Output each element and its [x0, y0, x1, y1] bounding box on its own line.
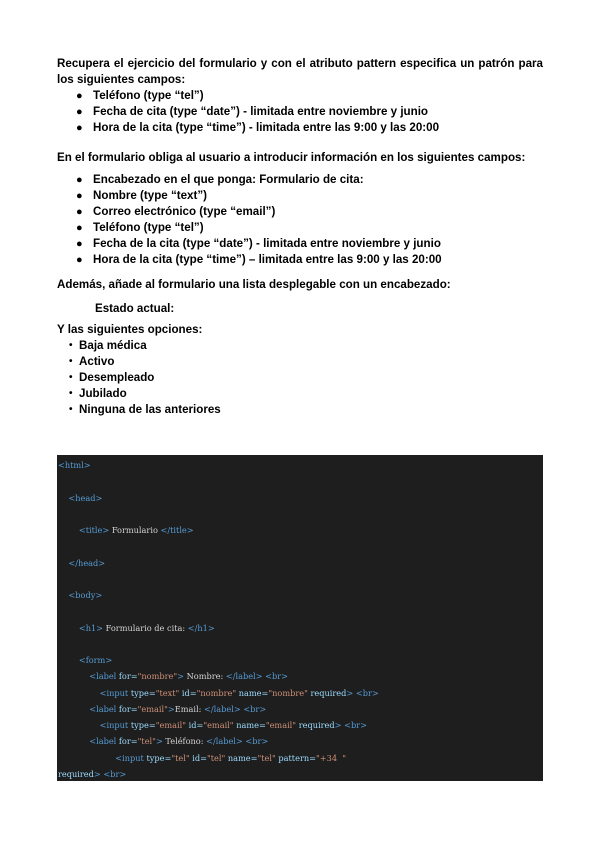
code-token: Formulario: [109, 525, 161, 535]
code-token: <body>: [68, 590, 103, 600]
code-token: <title>: [78, 525, 110, 535]
code-token: "email": [137, 703, 168, 714]
code-token: <head>: [68, 492, 103, 503]
code-token: "email": [203, 720, 234, 730]
code-token: name=: [227, 752, 258, 763]
bullet-icon: ●: [76, 254, 83, 266]
code-line: [58, 460, 91, 470]
code-token: "email": [265, 720, 297, 730]
code-token: <html>: [58, 460, 91, 470]
code-token: >: [167, 703, 175, 714]
list-item: ● Correo electrónico (type “email”): [76, 205, 276, 218]
code-token: required: [310, 687, 347, 698]
code-token: name=: [236, 720, 266, 730]
code-line: [58, 704, 266, 714]
bullet-icon: ●: [76, 90, 83, 102]
code-token: <label: [89, 671, 119, 682]
pattern-field-list: [57, 88, 543, 136]
code-token: id=: [192, 752, 207, 763]
code-token: >: [346, 687, 354, 698]
code-line: [58, 655, 112, 665]
code-token: "text": [155, 687, 180, 698]
code-token: >: [155, 736, 163, 747]
list-item: ● Fecha de la cita (type “date”) - limitada entre noviembre y junio: [76, 237, 441, 250]
code-token: "tel": [171, 752, 190, 763]
required-field-list: [57, 172, 543, 268]
code-line: [58, 671, 288, 681]
code-token: >: [177, 671, 185, 682]
code-token: [58, 736, 89, 746]
bullet-icon: ●: [76, 106, 83, 118]
code-token: pattern=: [278, 752, 316, 763]
code-token: </label>: [206, 736, 243, 747]
list-item: • Baja médica: [69, 339, 147, 352]
code-token: <br>: [243, 703, 267, 714]
bullet-icon: ●: [76, 222, 83, 234]
code-line: [58, 769, 126, 779]
code-token: </label>: [204, 703, 241, 714]
code-token: [58, 525, 79, 535]
code-token: <br>: [103, 768, 127, 779]
code-token: <br>: [265, 671, 289, 682]
dropdown-heading: Estado actual:: [95, 302, 175, 315]
code-line: [58, 493, 102, 503]
code-line: [58, 558, 105, 568]
code-token: [58, 704, 89, 714]
code-token: Formulario de cita:: [103, 622, 188, 633]
code-line: [58, 525, 194, 535]
code-token: required: [298, 720, 335, 730]
list-item: • Activo: [69, 355, 115, 368]
code-token: </head>: [68, 557, 106, 568]
code-token: >: [93, 768, 101, 779]
code-token: type=: [130, 720, 156, 730]
code-token: type=: [146, 752, 172, 763]
code-token: Teléfono:: [162, 736, 207, 747]
code-token: </label>: [225, 671, 263, 682]
code-token: <label: [89, 703, 119, 714]
code-line: [58, 688, 379, 698]
code-token: type=: [130, 687, 156, 698]
bullet-icon: ●: [76, 206, 83, 218]
list-item: ● Hora de la cita (type “time”) – limitada entre las 9:00 y las 20:00: [76, 253, 442, 266]
code-token: >: [334, 720, 342, 730]
bullet-icon: •: [69, 356, 73, 367]
list-item: • Ninguna de las anteriores: [69, 403, 221, 416]
document-body: [57, 56, 543, 418]
bullet-icon: ●: [76, 122, 83, 134]
code-line: [58, 623, 215, 633]
code-token: [58, 493, 68, 503]
code-token: for=: [118, 703, 138, 714]
code-token: <br>: [245, 736, 269, 747]
code-token: "email": [155, 720, 186, 730]
list-item: ● Teléfono (type “tel”): [76, 221, 204, 234]
code-token: [58, 558, 68, 568]
code-token: [58, 671, 89, 681]
code-line: [58, 590, 102, 600]
list-item: ● Hora de la cita (type “time”) - limitada entre las 9:00 y las 20:00: [76, 121, 440, 134]
list-item: • Desempleado: [69, 371, 155, 384]
bullet-icon: •: [69, 404, 73, 415]
required-paragraph: En el formulario obliga al usuario a introducir información en los siguientes campos:: [57, 151, 526, 164]
list-item: ● Encabezado en el que ponga: Formulario de cita:: [76, 173, 364, 186]
code-token: "tel": [257, 752, 276, 763]
code-token: <h1>: [78, 622, 104, 633]
code-token: for=: [118, 671, 138, 682]
code-token: <label: [89, 736, 119, 747]
code-token: <br>: [344, 720, 367, 730]
bullet-icon: •: [69, 372, 73, 383]
bullet-icon: •: [69, 388, 73, 399]
code-token: [58, 623, 79, 633]
code-token: "+34 ": [316, 752, 347, 763]
bullet-icon: ●: [76, 238, 83, 250]
html-code-listing: [58, 457, 379, 781]
code-token: </title>: [160, 525, 194, 535]
list-item: ● Teléfono (type “tel”): [76, 89, 204, 102]
dropdown-options-list: [57, 338, 543, 418]
code-token: name=: [238, 687, 269, 698]
code-token: "nombre": [196, 687, 237, 698]
code-token: "nombre": [268, 687, 308, 698]
code-token: id=: [188, 720, 204, 730]
code-token: <br>: [355, 687, 379, 698]
bullet-icon: ●: [76, 190, 83, 202]
code-token: <form>: [78, 655, 113, 665]
code-token: Nombre:: [184, 671, 226, 682]
bullet-icon: •: [69, 340, 73, 351]
list-item: ● Nombre (type “text”): [76, 189, 208, 202]
code-token: [58, 590, 68, 600]
code-token: [58, 753, 115, 763]
options-intro: Y las siguientes opciones:: [57, 323, 203, 336]
code-token: required: [58, 768, 94, 779]
code-token: [58, 655, 79, 665]
code-block: [57, 455, 543, 781]
code-token: for=: [118, 736, 138, 747]
intro-paragraph: Recupera el ejercicio del formulario y con el atributo pattern especifica un patrón para los siguientes campos:: [57, 57, 543, 86]
code-token: Email:: [174, 703, 205, 714]
code-line: [58, 736, 268, 746]
code-token: <input: [115, 752, 147, 763]
code-token: <input: [99, 720, 131, 730]
code-token: "tel": [137, 736, 156, 747]
code-line: [58, 753, 346, 763]
code-token: "tel": [206, 752, 226, 763]
list-item: ● Fecha de cita (type “date”) - limitada entre noviembre y junio: [76, 105, 429, 118]
code-line: [58, 720, 367, 730]
code-token: <input: [99, 687, 131, 698]
list-item: • Jubilado: [69, 387, 127, 400]
code-token: [58, 720, 100, 730]
code-token: id=: [181, 687, 197, 698]
code-token: "nombre": [137, 671, 178, 682]
dropdown-paragraph: Además, añade al formulario una lista desplegable con un encabezado:: [57, 278, 451, 291]
bullet-icon: ●: [76, 174, 83, 186]
code-token: [58, 688, 100, 698]
code-token: </h1>: [187, 622, 215, 633]
